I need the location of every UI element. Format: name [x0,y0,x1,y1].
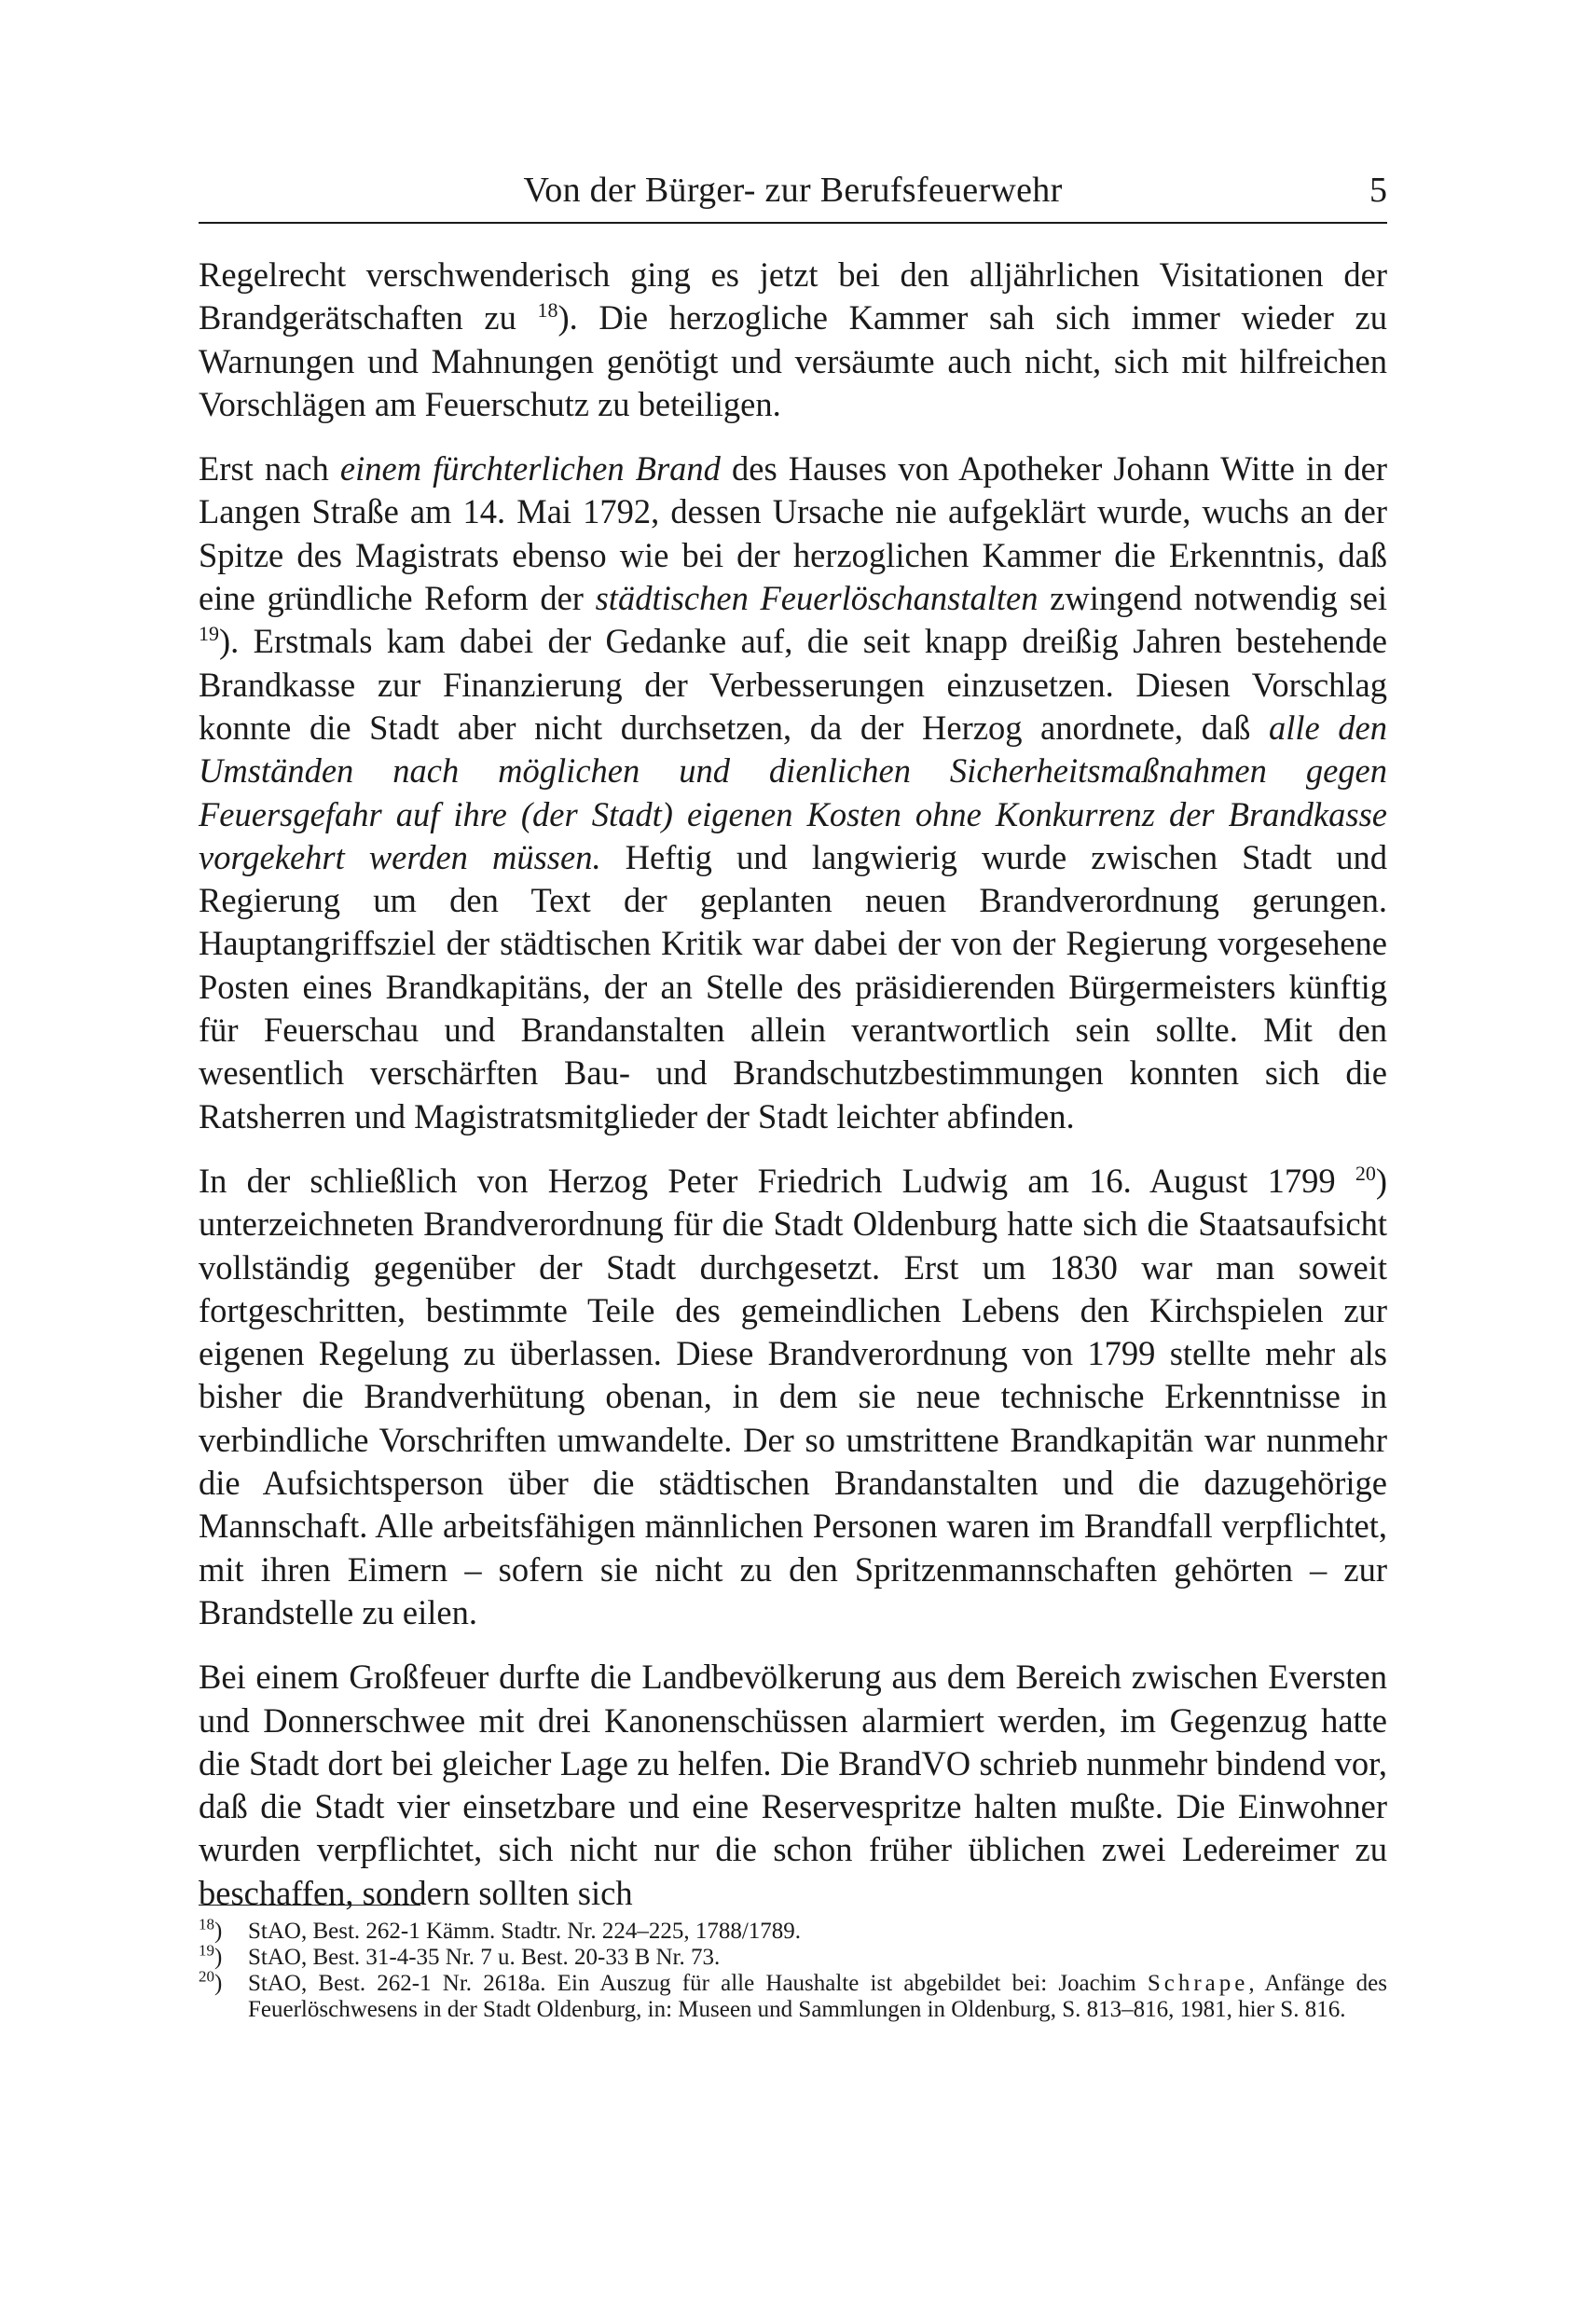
paragraph-1-text-b: ). Die herzogliche Kammer sah sich immer wieder zu Warnungen und Mahnungen genötigt und versäumte auch nicht, sich mit hilfreichen Vorschlägen am Feuerschutz zu beteiligen. [199,298,1387,423]
footnote-text: StAO, Best. 262-1 Kämm. Stadtr. Nr. 224–225, 1788/1789. [248,1919,802,1944]
footnote-ref-18: 18 [537,298,558,323]
paragraph-4-text: Bei einem Großfeuer durfte die Landbevölkerung aus dem Bereich zwischen Eversten und Donnerschwee mit drei Kanonenschüssen alarmiert werden, im Gegenzug hatte die Stadt dort bei gleicher Lage zu helfen. Die BrandVO schrieb nunmehr bindend vor, daß die Stadt vier einsetzbare und eine Reservespritze halten mußte. Die Einwohner wurden verpflichtet, sich nicht nur die schon früher üblichen zwei Ledereimer zu beschaffen, sondern sollten sich [199,1658,1387,1912]
paragraph-1-text-a: Regelrecht verschwenderisch ging es jetzt bei den alljährlichen Visitationen der Brandgerätschaften zu [199,255,1387,337]
running-title: Von der Bürger- zur Berufsfeuerwehr [523,171,1063,210]
footnote-text-b: , Anfänge des Feuerlöschwesens in der Stadt Oldenburg, in: Museen und Sammlungen in Oldenburg, S. 813–816, 1981, hier S. 816. [248,1971,1387,2022]
footnote-19 [199,1941,1387,1971]
footnote-number: $^{19}$) [199,1941,223,1970]
footnote-rule [199,1905,420,1906]
footnote-18 [199,1915,1387,1945]
paragraph-2 [199,447,1387,1138]
footnote-number: $^{18}$) [199,1915,223,1944]
paragraph-3-text-a: In der schließlich von Herzog Peter Friedrich Ludwig am 16. August 1799 [199,1161,1355,1200]
paragraph-2-italic-3: alle den Umständen nach möglichen und dienlichen Sicherheitsmaßnahmen gegen Feuersgefahr auf ihre (der Stadt) eigenen Kosten ohne Konkurrenz der Brandkasse vorgekehrt werden müssen. [199,708,1388,876]
paragraph-2-text-e: Heftig und langwierig wurde zwischen Stadt und Regierung um den Text der geplanten neuen Brandverordnung gerungen. Hauptangriffsziel der städtischen Kritik war dabei der von der Regierung vorgesehene Posten eines Brandkapitäns, der an Stelle des präsidierenden Bürgermeisters künftig für Feuerschau und Brandanstalten allein verantwortlich sein sollte. Mit den wesentlich verschärften Bau- und Brandschutzbestimmungen konnten sich die Ratsherren und Magistratsmitglieder der Stadt leichter abfinden. [199,837,1388,1135]
paragraph-2-text-c: zwingend notwendig sei [1038,579,1388,618]
paragraph-2-text-b: des Hauses von Apotheker Johann Witte in der Langen Straße am 14. Mai 1792, dessen Ursache nie aufgeklärt wurde, wuchs an der Spitze des Magistrats ebenso wie bei der herzoglichen Kammer die Erkenntnis, daß eine gründliche Reform der [199,449,1387,618]
footnote-number: $^{20}$) [199,1967,223,1996]
header-rule [199,222,1387,224]
paragraph-2-text-d: ). Erstmals kam dabei der Gedanke auf, die seit knapp dreißig Jahren bestehende Brandkasse zur Finanzierung der Verbesserungen einzusetzen. Diesen Vorschlag konnte die Stadt aber nicht durchsetzen, da der Herzog anordnete, daß [199,622,1387,747]
footnote-ref-19: 19 [199,622,219,646]
paragraph-2-italic-1: einem fürchterlichen Brand [339,449,721,489]
running-header [199,168,1387,213]
footnote-20 [199,1967,1387,2023]
footnote-text-a: StAO, Best. 262-1 Nr. 2618a. Ein Auszug für alle Haushalte ist abgebildet bei: Joachim [248,1971,1148,1996]
footnote-author-name: Schrape [1147,1971,1249,1996]
footnote-text: StAO, Best. 31-4-35 Nr. 7 u. Best. 20-33 B Nr. 73. [248,1945,721,1970]
paragraph-2-italic-2: städtischen Feuerlöschanstalten [595,579,1039,618]
paragraph-3 [199,1160,1387,1634]
paragraph-4 [199,1656,1387,1915]
footnotes [199,1915,1387,2023]
paragraph-2-text-a: Erst nach [199,449,340,489]
paragraph-3-text-b: ) unterzeichneten Brandverordnung für die Stadt Oldenburg hatte sich die Staatsaufsicht vollständig gegenüber der Stadt durchgesetzt. Erst um 1830 war man soweit fortgeschritten, bestimmte Teile des gemeindlichen Lebens den Kirchspielen zur eigenen Regelung zu überlassen. Diese Brandverordnung von 1799 stellte mehr als bisher die Brandverhütung obenan, in dem sie neue technische Erkenntnisse in verbindliche Vorschriften umwandelte. Der so umstrittene Brandkapitän war nunmehr die Aufsichtsperson über die städtischen Brandanstalten und die dazugehörige Mannschaft. Alle arbeitsfähigen männlichen Personen waren im Brandfall verpflichtet, mit ihren Eimern – sofern sie nicht zu den Spritzenmannschaften gehörten – zur Brandstelle zu eilen. [199,1161,1387,1631]
page-number: 5 [1369,171,1387,210]
body-text [199,254,1387,1915]
paragraph-1 [199,254,1387,426]
footnote-ref-20: 20 [1355,1161,1376,1185]
